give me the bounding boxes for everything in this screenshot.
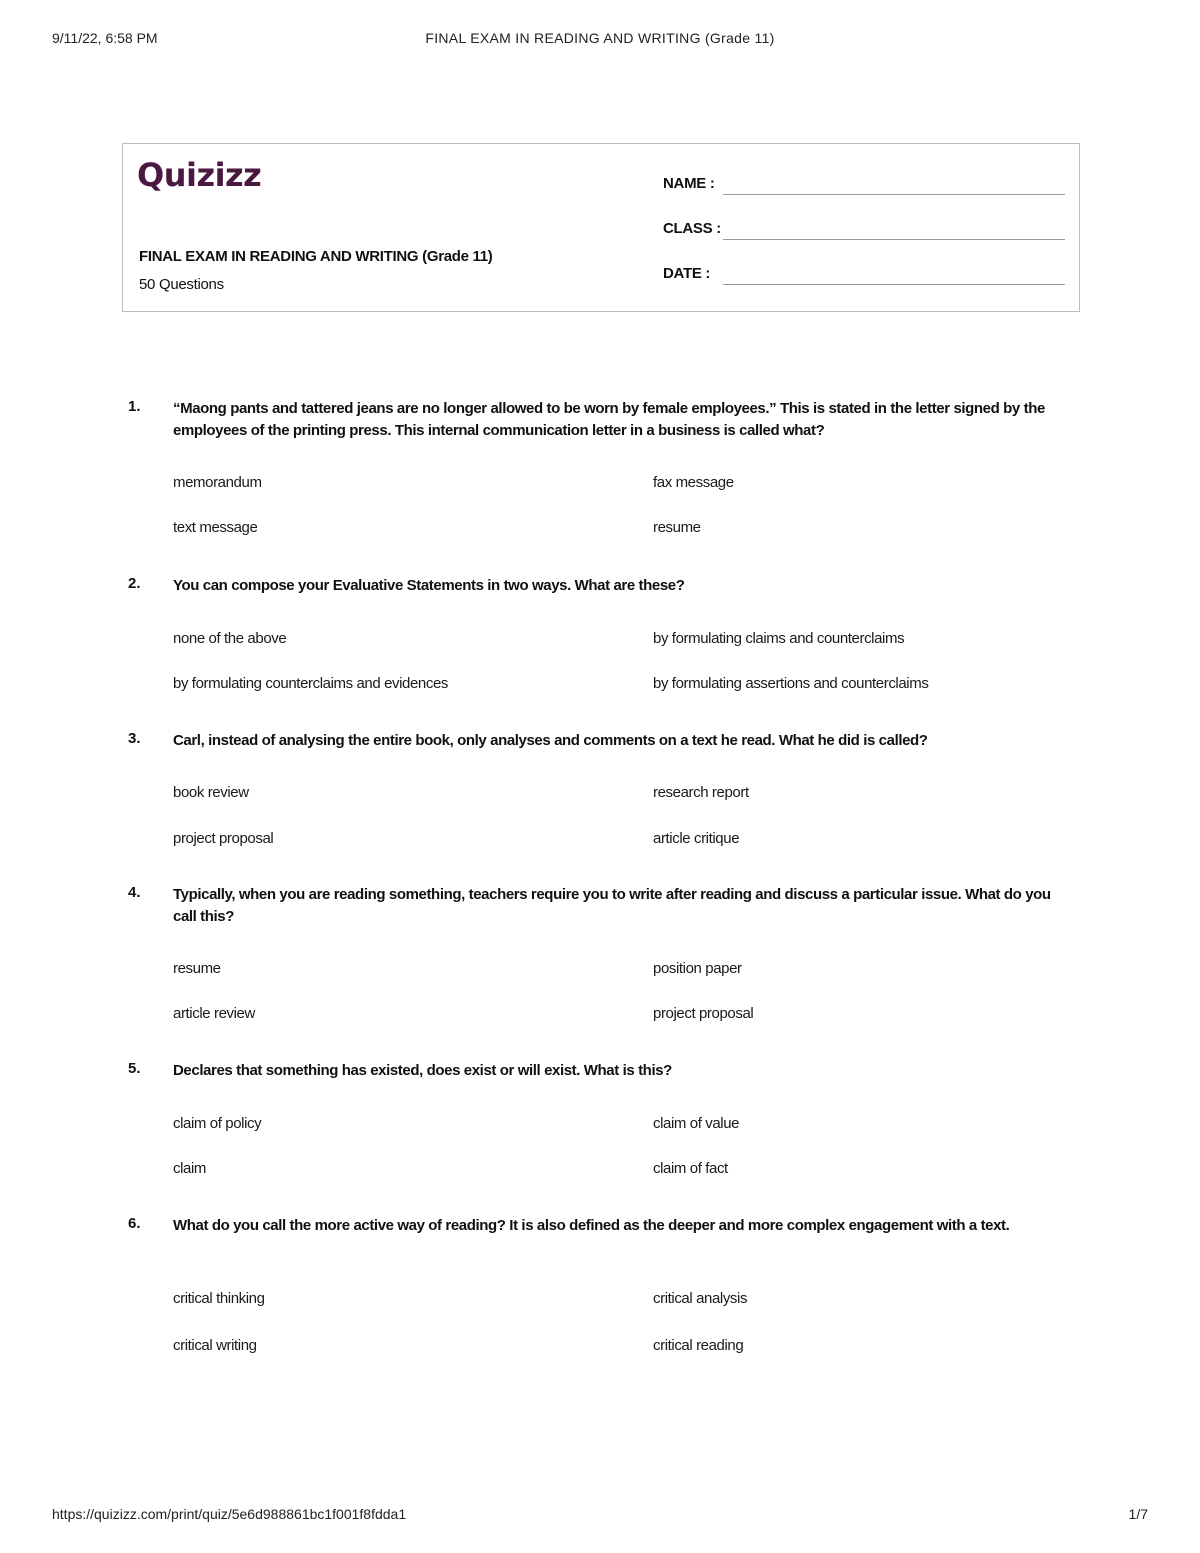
quiz-title: FINAL EXAM IN READING AND WRITING (Grade 11): [139, 248, 493, 265]
page-number: 1/7: [1128, 1506, 1148, 1522]
quizizz-logo: Quizizz: [137, 156, 262, 194]
option-b[interactable]: critical analysis: [653, 1290, 748, 1307]
quiz-info-box: [122, 143, 1080, 312]
date-line[interactable]: [723, 284, 1065, 285]
option-c[interactable]: project proposal: [173, 830, 274, 847]
option-a[interactable]: book review: [173, 784, 249, 801]
question-text: You can compose your Evaluative Statements in two ways. What are these?: [173, 577, 685, 594]
question-number: 2.: [128, 575, 141, 592]
question-text: What do you call the more active way of reading? It is also defined as the deeper and more complex engagement with a text.: [173, 1217, 1010, 1234]
option-a[interactable]: none of the above: [173, 630, 287, 647]
option-c[interactable]: text message: [173, 519, 258, 536]
option-d[interactable]: critical reading: [653, 1337, 744, 1354]
option-b[interactable]: position paper: [653, 960, 742, 977]
print-header: [52, 30, 1148, 48]
option-a[interactable]: resume: [173, 960, 221, 977]
question-number: 3.: [128, 730, 141, 747]
option-c[interactable]: claim: [173, 1160, 207, 1177]
name-label: NAME :: [663, 175, 715, 192]
question-text: Declares that something has existed, does exist or will exist. What is this?: [173, 1062, 672, 1079]
question-text: Carl, instead of analysing the entire book, only analyses and comments on a text he read. What he did is called?: [173, 732, 928, 749]
option-d[interactable]: by formulating assertions and counterclaims: [653, 675, 929, 692]
name-field[interactable]: [663, 173, 1065, 195]
class-line[interactable]: [723, 239, 1065, 240]
option-b[interactable]: research report: [653, 784, 749, 801]
option-b[interactable]: claim of value: [653, 1115, 740, 1132]
class-label: CLASS :: [663, 220, 721, 237]
option-a[interactable]: memorandum: [173, 474, 262, 491]
option-a[interactable]: claim of policy: [173, 1115, 262, 1132]
option-d[interactable]: resume: [653, 519, 701, 536]
question-number: 5.: [128, 1060, 141, 1077]
option-c[interactable]: article review: [173, 1005, 255, 1022]
name-line[interactable]: [723, 194, 1065, 195]
option-a[interactable]: critical thinking: [173, 1290, 265, 1307]
option-d[interactable]: article critique: [653, 830, 740, 847]
option-b[interactable]: fax message: [653, 474, 734, 491]
date-field[interactable]: [663, 263, 1065, 285]
option-c[interactable]: critical writing: [173, 1337, 257, 1354]
question-number: 1.: [128, 398, 141, 415]
question-number: 6.: [128, 1215, 141, 1232]
class-field[interactable]: [663, 218, 1065, 240]
question-number: 4.: [128, 884, 141, 901]
print-datetime: 9/11/22, 6:58 PM: [52, 30, 158, 46]
print-doc-title: FINAL EXAM IN READING AND WRITING (Grade 11): [425, 30, 775, 46]
question-count: 50 Questions: [139, 276, 224, 293]
option-d[interactable]: claim of fact: [653, 1160, 728, 1177]
option-c[interactable]: by formulating counterclaims and evidences: [173, 675, 449, 692]
date-label: DATE :: [663, 265, 711, 282]
option-d[interactable]: project proposal: [653, 1005, 754, 1022]
print-url[interactable]: https://quizizz.com/print/quiz/5e6d988861bc1f001f8fdda1: [52, 1506, 407, 1522]
question-text: Typically, when you are reading something, teachers require you to write after reading and discuss a particular issue. What do you call this?: [173, 886, 1051, 925]
question-text: “Maong pants and tattered jeans are no longer allowed to be worn by female employees.” This is stated in the letter signed by the employees of the printing press. This internal communication letter in a business is called what?: [173, 400, 1045, 439]
option-b[interactable]: by formulating claims and counterclaims: [653, 630, 905, 647]
print-footer: [52, 1506, 1148, 1524]
